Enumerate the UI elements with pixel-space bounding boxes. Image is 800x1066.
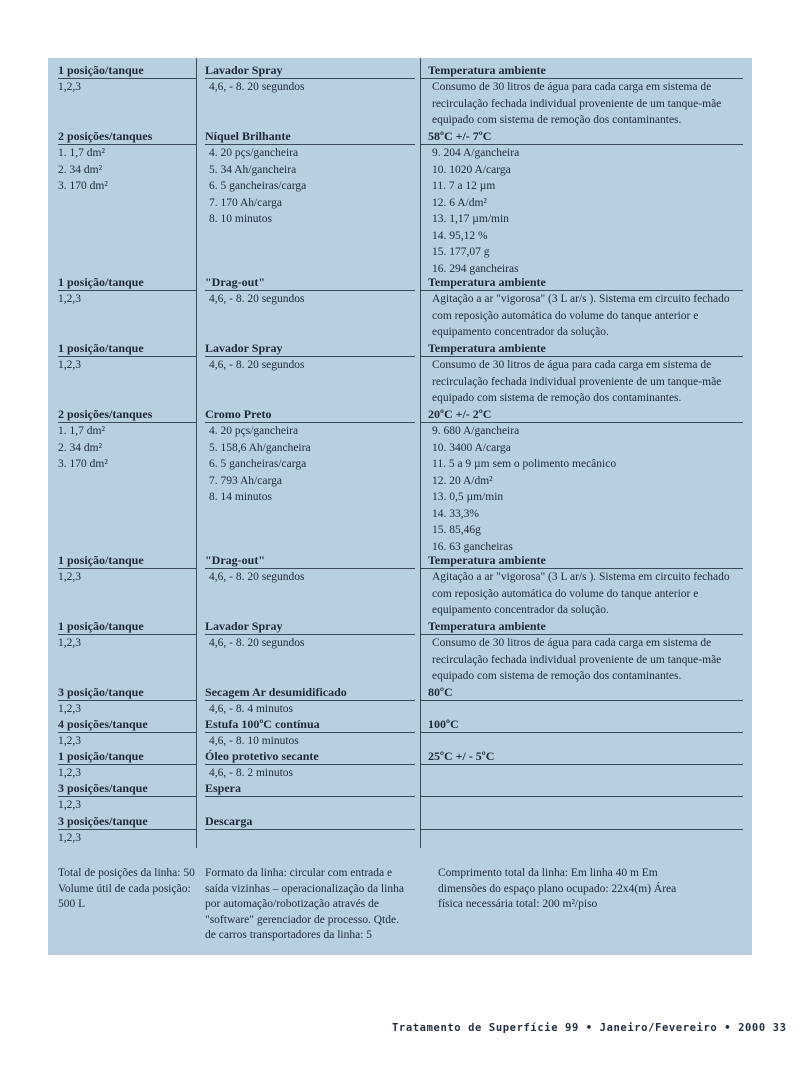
table-cell-c1 <box>58 749 196 782</box>
summary-dimensions: Comprimento total da linha: Em linha 40 m Em dimensões do espaço plano ocupado: 22x4(m) Área física necessária total: 200 m²/piso <box>438 867 677 910</box>
cell-line: 4. 20 pçs/gancheira <box>209 147 299 159</box>
table-cell-c1 <box>58 341 196 374</box>
cell-heading: 1 posição/tanque <box>58 341 196 357</box>
cell-line: 15. 177,07 g <box>432 246 490 258</box>
cell-line: 15. 85,46g <box>432 524 481 536</box>
cell-heading: 3 posições/tanque <box>58 781 196 797</box>
cell-line: 10. 1020 A/carga <box>432 163 511 176</box>
table-cell-c2 <box>205 619 415 652</box>
table-cell-c1 <box>58 619 196 652</box>
cell-line: 12. 6 A/dm² <box>432 196 487 209</box>
table-cell-c3 <box>428 781 743 797</box>
cell-line: 13. 0,5 µm/min <box>432 491 504 503</box>
cell-heading: Temperatura ambiente <box>420 553 743 569</box>
cell-heading: Temperatura ambiente <box>420 275 743 291</box>
cell-heading: 3 posições/tanque <box>58 814 196 830</box>
cell-line: Consumo de 30 litros de água para cada carga em sistema de recirculação fechada individual proveniente de um tanque-mãe equipado com sistema de remoção dos contaminantes. <box>432 81 722 126</box>
cell-heading: Níquel Brilhante <box>205 129 415 145</box>
column-divider-1 <box>196 58 197 848</box>
cell-line: 4,6, - 8. 20 segundos <box>209 81 305 93</box>
cell-line: 4. 20 pçs/gancheira <box>209 425 299 437</box>
cell-line: 8. 14 minutos <box>209 491 272 503</box>
cell-line: 14. 33,3% <box>432 507 479 520</box>
cell-line: 7. 170 Ah/carga <box>209 196 282 209</box>
cell-line: 3. 170 dm² <box>58 180 108 192</box>
table-cell-c1 <box>58 63 196 96</box>
table-cell-c2 <box>205 63 415 96</box>
table-cell-c3 <box>428 685 743 701</box>
cell-line: 1. 1,7 dm² <box>58 147 105 159</box>
table-cell-c3 <box>428 749 743 765</box>
table-cell-c2 <box>205 407 415 506</box>
table-cell-c1 <box>58 781 196 814</box>
table-cell-c3 <box>428 129 743 277</box>
cell-heading: 2 posições/tanques <box>58 407 196 423</box>
cell-line: 1,2,3 <box>58 637 81 649</box>
table-cell-c2 <box>205 781 415 797</box>
cell-heading: Lavador Spray <box>205 341 415 357</box>
table-cell-c2 <box>205 275 415 308</box>
cell-line: 10. 3400 A/carga <box>432 441 511 454</box>
cell-line: 6. 5 gancheiras/carga <box>209 458 307 470</box>
cell-line: 5. 34 Ah/gancheira <box>209 163 297 176</box>
cell-line: 1. 1,7 dm² <box>58 425 105 437</box>
cell-line: 1,2,3 <box>58 293 81 305</box>
cell-line: 16. 63 gancheiras <box>432 540 513 553</box>
table-cell-c3 <box>428 619 743 685</box>
table-cell-c3 <box>428 407 743 555</box>
summary-line-format: Formato da linha: circular com entrada e saída vizinhas – operacionalização da linha por automação/robotização através de "software" gerenciador de processo. Qtde. de carros transportadores da linha: 5 <box>205 867 404 941</box>
cell-heading: 1 posição/tanque <box>58 275 196 291</box>
cell-line: 4,6, - 8. 20 segundos <box>209 293 305 305</box>
cell-line: 1,2,3 <box>58 571 81 583</box>
table-cell-c2 <box>205 814 415 830</box>
table-cell-c3 <box>428 814 743 830</box>
cell-line: 4,6, - 8. 20 segundos <box>209 637 305 649</box>
cell-line: 14. 95,12 % <box>432 229 488 242</box>
cell-heading: Temperatura ambiente <box>420 619 743 635</box>
cell-line: 16. 294 gancheiras <box>432 262 519 275</box>
cell-line: 9. 680 A/gancheira <box>432 425 520 437</box>
table-cell-c2 <box>205 129 415 228</box>
cell-line: 2. 34 dm² <box>58 441 103 454</box>
table-cell-c1 <box>58 553 196 586</box>
cell-line: 1,2,3 <box>58 703 81 715</box>
table-cell-c2 <box>205 717 415 750</box>
cell-heading: 25ºC +/ - 5ºC <box>420 749 743 765</box>
table-cell-c3 <box>428 63 743 129</box>
cell-heading: 1 posição/tanque <box>58 553 196 569</box>
cell-heading: 100ºC <box>420 717 743 733</box>
cell-line: 4,6, - 8. 2 minutos <box>209 767 294 779</box>
cell-line: 1,2,3 <box>58 81 81 93</box>
table-cell-c1 <box>58 814 196 847</box>
table-cell-c1 <box>58 129 196 195</box>
cell-heading: Cromo Preto <box>205 407 415 423</box>
table-cell-c1 <box>58 407 196 473</box>
summary-positions: Total de posições da linha: 50 Volume útil de cada posição: 500 L <box>58 867 195 910</box>
table-cell-c2 <box>205 749 415 782</box>
cell-line: Agitação a ar "vigorosa" (3 L ar/s ). Sistema em circuito fechado com reposição automática do volume do tanque anterior e equipamento concentrador da solução. <box>432 293 730 338</box>
cell-heading <box>420 781 743 797</box>
table-cell-c3 <box>428 553 743 619</box>
cell-line: 7. 793 Ah/carga <box>209 474 282 487</box>
cell-heading: Óleo protetivo secante <box>205 749 415 765</box>
table-cell-c3 <box>428 717 743 733</box>
cell-heading: Descarga <box>205 814 415 830</box>
cell-line: Agitação a ar "vigorosa" (3 L ar/s ). Sistema em circuito fechado com reposição automática do volume do tanque anterior e equipamento concentrador da solução. <box>432 571 730 616</box>
cell-heading: Lavador Spray <box>205 619 415 635</box>
cell-heading: 1 posição/tanque <box>58 619 196 635</box>
process-table-panel <box>48 58 752 955</box>
table-cell-c1 <box>58 275 196 308</box>
cell-heading: Temperatura ambiente <box>420 341 743 357</box>
cell-heading: 1 posição/tanque <box>58 63 196 79</box>
table-cell-c3 <box>428 341 743 407</box>
cell-line: 1,2,3 <box>58 359 81 371</box>
table-cell-c1 <box>58 717 196 750</box>
cell-line: 11. 7 a 12 µm <box>432 180 496 192</box>
cell-heading: 58ºC +/- 7ºC <box>420 129 743 145</box>
cell-heading: 20ºC +/- 2ºC <box>420 407 743 423</box>
cell-line: 3. 170 dm² <box>58 458 108 470</box>
table-cell-c2 <box>205 341 415 374</box>
cell-heading: "Drag-out" <box>205 553 415 569</box>
cell-line: 1,2,3 <box>58 799 81 811</box>
cell-heading: Estufa 100ºC contínua <box>205 717 415 733</box>
cell-heading: "Drag-out" <box>205 275 415 291</box>
cell-line: Consumo de 30 litros de água para cada carga em sistema de recirculação fechada individual proveniente de um tanque-mãe equipado com sistema de remoção dos contaminantes. <box>432 359 722 404</box>
cell-heading <box>420 814 743 830</box>
cell-line: 1,2,3 <box>58 767 81 779</box>
cell-line: 2. 34 dm² <box>58 163 103 176</box>
cell-line: 1,2,3 <box>58 832 81 844</box>
cell-line: 12. 20 A/dm² <box>432 474 493 487</box>
cell-heading: 4 posições/tanque <box>58 717 196 733</box>
cell-heading: 2 posições/tanques <box>58 129 196 145</box>
table-cell-c2 <box>205 553 415 586</box>
cell-heading: Temperatura ambiente <box>420 63 743 79</box>
table-cell-c1 <box>58 685 196 718</box>
cell-line: 4,6, - 8. 10 minutos <box>209 735 299 747</box>
cell-line: 11. 5 a 9 µm sem o polimento mecânico <box>432 458 617 470</box>
cell-line: Consumo de 30 litros de água para cada carga em sistema de recirculação fechada individual proveniente de um tanque-mãe equipado com sistema de remoção dos contaminantes. <box>432 637 722 682</box>
table-cell-c3 <box>428 275 743 341</box>
cell-line: 4,6, - 8. 4 minutos <box>209 703 294 715</box>
cell-line: 13. 1,17 µm/min <box>432 213 509 225</box>
cell-heading: Lavador Spray <box>205 63 415 79</box>
cell-heading: 1 posição/tanque <box>58 749 196 765</box>
page-footer: Tratamento de Superfície 99 • Janeiro/Fevereiro • 2000 33 <box>392 1022 787 1034</box>
cell-heading: 3 posição/tanque <box>58 685 196 701</box>
cell-heading: Espera <box>205 781 415 797</box>
cell-line: 4,6, - 8. 20 segundos <box>209 571 305 583</box>
table-cell-c2 <box>205 685 415 718</box>
cell-line: 1,2,3 <box>58 735 81 747</box>
cell-heading: 80ºC <box>420 685 743 701</box>
cell-line: 6. 5 gancheiras/carga <box>209 180 307 192</box>
cell-line: 9. 204 A/gancheira <box>432 147 520 159</box>
cell-line: 8. 10 minutos <box>209 213 272 225</box>
cell-line: 5. 158,6 Ah/gancheira <box>209 441 311 454</box>
cell-line: 4,6, - 8. 20 segundos <box>209 359 305 371</box>
cell-heading: Secagem Ar desumidificado <box>205 685 415 701</box>
